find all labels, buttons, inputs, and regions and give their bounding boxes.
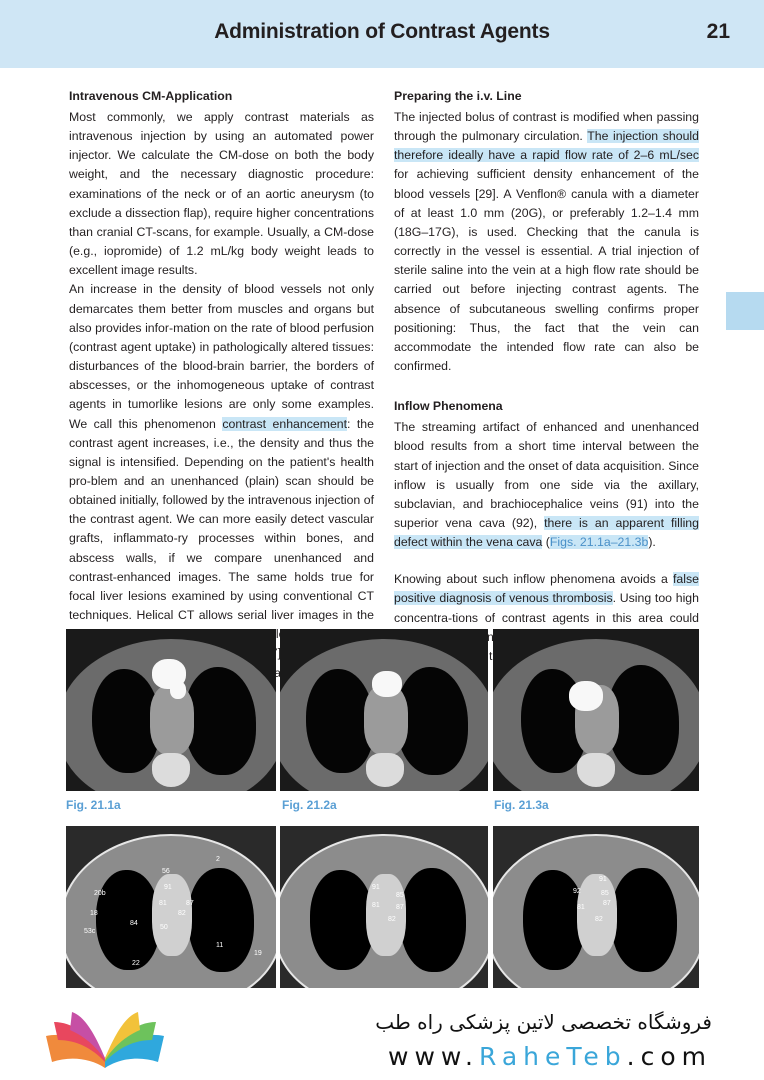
right-column <box>394 88 699 666</box>
structure-label: 84 <box>130 920 138 927</box>
text-run: : the contrast agent increases, i.e., the density and thus the signal is intensified. Depending on the patient's health pro-blem and an unenhanced (plain) scan should be obtained initially, followed by the intravenous injection of the contrast agent. We can more easily detect vascular grafts, inflammato-ry processes within bones, and abscess walls, if we compare unenhanced and contrast-enhanced images. The same holds true for focal liver lesions examined by using conventional CT techniques. Helical CT allows serial liver images in the <box>69 416 374 623</box>
left-column <box>69 88 374 702</box>
highlighted-text: contrast enhancement <box>222 416 348 431</box>
structure-label: 81 <box>159 900 167 907</box>
page-header <box>0 0 764 68</box>
structure-label: 91 <box>372 884 380 891</box>
ct-scan-image <box>493 629 699 791</box>
structure-label: 11 <box>216 942 224 949</box>
book-logo-icon <box>42 1010 168 1072</box>
highlighted-text: there is an apparent filling defect within the vena cava <box>394 515 699 550</box>
store-url[interactable] <box>388 1042 712 1071</box>
url-part: RaheTeb <box>479 1042 627 1071</box>
text-run: ). <box>648 535 656 550</box>
structure-label: 82 <box>595 916 603 923</box>
structure-label: 87 <box>396 904 404 911</box>
spacer <box>394 376 699 398</box>
structure-label: 50 <box>160 924 168 931</box>
structure-label: 92 <box>573 888 581 895</box>
anatomical-diagram <box>280 826 488 988</box>
text-run: ( <box>542 535 550 550</box>
figure-caption: Fig. 21.1a <box>66 798 121 812</box>
structure-label: 82 <box>388 916 396 923</box>
figure-caption: Fig. 21.2a <box>282 798 337 812</box>
paragraph: Most commonly, we apply contrast materials as intravenous injection by using an automated power injector. We calculate the CM-dose on both the body weight, and the necessary diagnostic procedure: examinations of the neck or of an aortic aneurysm (to exclude a dissection flap), require higher concentrations than cranial CT-scans, for example. Usually, a CM-dose (e.g., iopromide) of 1.2 mL/kg body weight leads to excellent image results. <box>69 110 374 278</box>
figure-reference-link[interactable]: Figs. 21.1a–21.3b <box>549 535 649 550</box>
paragraph <box>394 108 699 376</box>
structure-label: 81 <box>577 904 585 911</box>
structure-label: 81 <box>372 902 380 909</box>
structure-label: 20b <box>94 890 106 897</box>
ct-scan-image <box>280 629 488 791</box>
structure-label: 56 <box>162 868 170 875</box>
text-run: The injected bolus of contrast is modified when passing through the pulmonary circulation. <box>394 110 699 144</box>
section-heading-iv-line: Preparing the i.v. Line <box>394 89 522 103</box>
structure-label: 91 <box>599 876 607 883</box>
text-run: Knowing about such inflow phenomena avoids a <box>394 572 674 587</box>
spacer <box>394 552 699 570</box>
structure-label: 18 <box>90 910 98 917</box>
structure-label: 87 <box>603 900 611 907</box>
paragraph <box>394 418 699 552</box>
structure-label: 85 <box>396 892 404 899</box>
store-name: فروشگاه تخصصی لاتین پزشکی راه طب <box>375 1010 712 1034</box>
structure-label: 82 <box>178 910 186 917</box>
structure-label: 22 <box>132 960 140 967</box>
structure-label: 19 <box>254 950 262 957</box>
anatomical-diagram <box>493 826 699 988</box>
text-run: An increase in the density of blood vessels not only demarcates them better from muscles and organs but also provides infor-mation on the rate of blood perfusion (contrast agent uptake) in pathologically altered tissues: disturbances of the blood-brain barrier, the borders of abscesses, or the inhomogeneous uptake of contrast agents in tumorlike lesions are only some examples. We call this phenomenon <box>69 282 374 431</box>
url-part: www. <box>388 1042 480 1071</box>
structure-label: 53c <box>84 928 96 935</box>
anatomical-diagram <box>66 826 276 988</box>
text-run: The streaming artifact of enhanced and unenhanced blood results from a short time interval between the start of injection and the onset of data acquisition. Since inflow is usually from one side via the axillary, subclavian, and brachiocephalice veins (91) into the superior vena cava (92), <box>394 420 699 530</box>
figure-caption: Fig. 21.3a <box>494 798 549 812</box>
section-heading-iv-application: Intravenous CM-Application <box>69 89 233 103</box>
url-part: .com <box>626 1042 712 1071</box>
highlighted-text: The injection should therefore ideally have a rapid flow rate of 2–6 mL/sec <box>394 129 699 163</box>
structure-label: 87 <box>186 900 194 907</box>
structure-label: 2 <box>216 856 220 863</box>
chapter-tab-marker <box>726 292 764 330</box>
page-number: 21 <box>706 20 730 43</box>
text-run: . Using too high concentra-tions of contrast agents in this area could <box>394 591 699 625</box>
ct-scan-image <box>66 629 276 791</box>
structure-label: 91 <box>164 884 172 891</box>
text-run: for achieving sufficient density enhancement of the blood vessels [29]. A Venflon® canula with a diameter of at least 1.0 mm (20G), or preferably 1.2–1.4 mm (18G–17G), is used. Checking that the canula is correctly in the vessel is essential. A trial injection of sterile saline into the vein at a high flow rate should be carried out before injecting contrast agents. The absence of subcutaneous swelling confirms proper positioning: Thus, the fact that the vein can accommodate the intended flow rate can also be confirmed. <box>394 167 699 374</box>
highlighted-text: false positive diagnosis of venous thrombosis <box>394 572 699 606</box>
structure-label: 85 <box>601 890 609 897</box>
section-heading-inflow: Inflow Phenomena <box>394 399 503 414</box>
chapter-title: Administration of Contrast Agents <box>214 20 550 43</box>
